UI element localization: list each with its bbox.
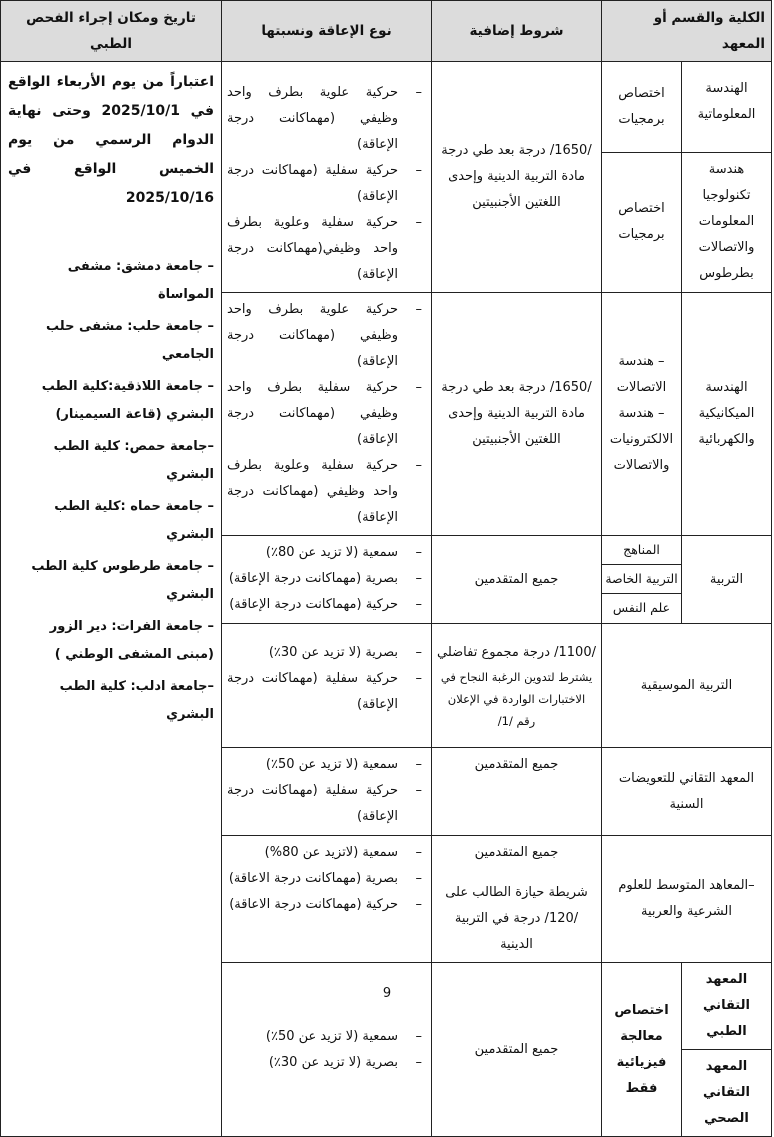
exam-location: – جامعة حماه :كلية الطب البشري xyxy=(54,499,214,542)
disability-item: – سمعية (لا تزيد عن 50٪) xyxy=(227,752,426,778)
conditions-cell: جميع المتقدمين xyxy=(432,748,602,836)
disability-item: – بصرية (مهماكانت درجة الإعاقة) xyxy=(227,566,426,592)
conditions-cell xyxy=(432,836,602,963)
dept-cell: اختصاص معالجة فيزيائية فقط xyxy=(602,963,682,1137)
header-exam: تاريخ ومكان إجراء الفحص الطبي xyxy=(1,1,222,62)
conditions-cell: جميع المتقدمين xyxy=(432,963,602,1137)
exam-location: –جامعة حمص: كلية الطب البشري xyxy=(53,439,214,482)
disability-cell xyxy=(222,62,432,293)
conditions-main: جميع المتقدمين xyxy=(474,845,559,860)
disability-item: – حركية سفلية بطرف واحد وظيفي (مهماكانت درجة الإعاقة) xyxy=(227,375,426,453)
college-cell: هندسة تكنولوجيا المعلومات والاتصالات بطرطوس xyxy=(682,152,772,292)
conditions-cell: /1650/ درجة بعد طي درجة مادة التربية الدينية وإحدى اللغتين الأجنبيتين xyxy=(432,293,602,536)
conditions-cell xyxy=(432,624,602,748)
dept-item: – هندسة الاتصالات xyxy=(616,354,667,395)
disability-item: – سمعية (لا تزيد عن 80٪) xyxy=(227,540,426,566)
header-conditions: شروط إضافية xyxy=(432,1,602,62)
disability-cell xyxy=(222,536,432,624)
college-cell: الهندسة المعلوماتية xyxy=(682,62,772,153)
college-cell: المعهد التقاني للتعويضات السنية xyxy=(602,748,772,836)
college-cell: التربية xyxy=(682,536,772,624)
disability-item: – سمعية (لا تزيد عن 50٪) xyxy=(227,1024,426,1050)
disability-item: – حركية علوية بطرف واحد وظيفي (مهماكانت درجة الإعاقة) xyxy=(227,297,426,375)
college-cell: التربية الموسيقية xyxy=(602,624,772,748)
dept-item: المناهج xyxy=(602,536,681,565)
exam-location: – جامعة طرطوس كلية الطب البشري xyxy=(31,559,214,602)
exam-location: – جامعة دمشق: مشفى المواساة xyxy=(67,259,214,302)
dept-cell xyxy=(602,293,682,536)
disability-item: – بصرية (لا تزيد عن 30٪) xyxy=(227,1050,426,1076)
disability-cell xyxy=(222,748,432,836)
exam-location: – جامعة اللاذقية:كلية الطب البشري (قاعة السيمينار) xyxy=(41,379,214,422)
dept-cell xyxy=(602,536,682,624)
disability-cell xyxy=(222,624,432,748)
college-cell: المعهد التقاني الصحي xyxy=(682,1050,772,1137)
disability-item: – سمعية (لاتزيد عن 80%) xyxy=(227,840,426,866)
college-cell: –المعاهد المتوسط للعلوم الشرعية والعربية xyxy=(602,836,772,963)
dept-cell: اختصاص برمجيات xyxy=(602,62,682,153)
conditions-sub: يشترط لتدوين الرغبة النجاح في الاختبارات الواردة في الإعلان رقم /1/ xyxy=(440,669,593,728)
disability-item: – حركية سفلية (مهماكانت درجة الإعاقة) xyxy=(227,778,426,830)
dept-item: – هندسة الالكترونيات والاتصالات xyxy=(609,406,674,473)
disability-item: – بصرية (لا تزيد عن 30٪) xyxy=(227,640,426,666)
exam-location: – جامعة الفرات: دير الزور (مبنى المشفى الوطني ) xyxy=(49,619,214,662)
disability-item: – حركية سفلية (مهماكانت درجة الإعاقة) xyxy=(227,666,426,718)
disability-item: – بصرية (مهماكانت درجة الاعاقة) xyxy=(227,866,426,892)
dept-item: علم النفس xyxy=(612,600,671,615)
exam-location: – جامعة حلب: مشفى حلب الجامعي xyxy=(46,319,214,362)
disability-item: – حركية سفلية وعلوية بطرف واحد وظيفي (مهماكانت درجة الإعاقة) xyxy=(227,453,426,531)
page-number: 9 xyxy=(382,986,392,1001)
conditions-cell: /1650/ درجة بعد طي درجة مادة التربية الدينية وإحدى اللغتين الأجنبيتين xyxy=(432,62,602,293)
table-header-row xyxy=(1,1,772,62)
disability-item: – حركية (مهماكانت درجة الاعاقة) xyxy=(227,892,426,918)
disability-item: – حركية سفلية وعلوية بطرف واحد وظيفي(مهماكانت درجة الإعاقة) xyxy=(227,210,426,288)
dept-item: التربية الخاصة xyxy=(602,565,681,594)
disability-item: – حركية سفلية (مهماكانت درجة الإعاقة) xyxy=(227,158,426,210)
conditions-cell: جميع المتقدمين xyxy=(432,536,602,624)
conditions-main: /1100/ درجة مجموع تفاضلي xyxy=(436,644,596,660)
header-disability: نوع الإعاقة ونسبتها xyxy=(222,1,432,62)
table-row xyxy=(1,62,772,153)
exam-date: اعتباراً من يوم الأربعاء الواقع في 2025/10/1 وحتى نهاية الدوام الرسمي من يوم الخميس الواقع في 2025/10/16 xyxy=(8,74,214,206)
disability-cell xyxy=(222,836,432,963)
conditions-sub: شريطة حيازة الطالب على /120/ درجة في التربية الدينية xyxy=(445,885,588,952)
header-college: الكلية والقسم أو المعهد xyxy=(602,1,772,62)
disability-item: – حركية (مهماكانت درجة الإعاقة) xyxy=(227,592,426,618)
college-cell: المعهد التقاني الطبي xyxy=(682,963,772,1050)
college-cell: الهندسة الميكانيكية والكهربائية xyxy=(682,293,772,536)
exam-cell xyxy=(1,62,222,1137)
exam-location: –جامعة ادلب: كلية الطب البشري xyxy=(59,679,214,722)
dept-cell: اختصاص برمجيات xyxy=(602,152,682,292)
disability-item: – حركية علوية بطرف واحد وظيفي (مهماكانت درجة الإعاقة) xyxy=(227,80,426,158)
disability-cell xyxy=(222,293,432,536)
